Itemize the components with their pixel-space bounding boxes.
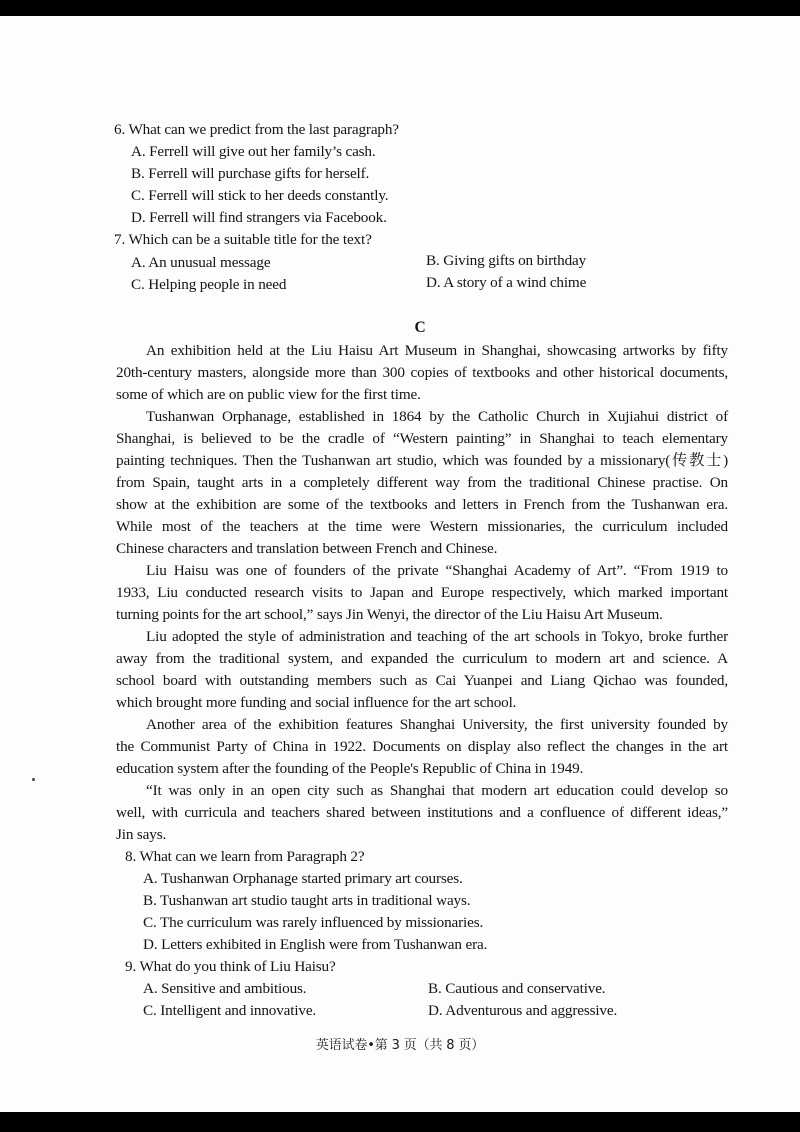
option-a: A. Tushanwan Orphanage started primary art courses. [143,870,463,887]
passage-line: Shanghai, is believed to be the cradle of “Western painting” in Shanghai to teach elementary [116,430,728,447]
section-heading: C [414,319,426,336]
option-b: B. Cautious and conservative. [428,980,606,997]
option-d: D. Ferrell will find strangers via Facebook. [131,209,387,226]
passage-line: some of which are on public view for the first time. [116,386,421,403]
passage-line: Liu adopted the style of administration and teaching of the art schools in Tokyo, broke further [146,628,728,645]
option-c: C. Helping people in need [131,276,287,293]
passage-line: Jin says. [116,826,167,843]
passage-line: the Communist Party of China in 1922. Documents on display also reflect the changes in the art [116,738,728,755]
passage-line: turning points for the art school,” says Jin Wenyi, the director of the Liu Haisu Art Museum. [116,606,663,623]
passage-line: away from the traditional system, and expanded the curriculum to modern art and science. A [116,650,728,667]
option-b: B. Ferrell will purchase gifts for herself. [131,165,370,182]
passage-line: Chinese characters and translation between French and Chinese. [116,540,498,557]
option-b: B. Tushanwan art studio taught arts in traditional ways. [143,892,471,909]
passage-line: education system after the founding of the People's Republic of China in 1949. [116,760,584,777]
scan-speck [32,778,35,781]
question-stem: 8. What can we learn from Paragraph 2? [125,848,365,865]
passage-line: Tushanwan Orphanage, established in 1864 by the Catholic Church in Xujiahui district of [146,408,728,425]
option-b: B. Giving gifts on birthday [426,252,587,269]
exam-page [0,16,800,1112]
passage-line: show at the exhibition are some of the textbooks and letters in French from the Tushanwan era. [116,496,728,513]
passage-line: 20th-century masters, alongside more than 300 copies of textbooks and other historical documents, [116,364,728,381]
option-d: D. Adventurous and aggressive. [428,1002,618,1019]
passage-line: well, with curricula and teachers shared between institutions and a confluence of different ideas,” [116,804,728,821]
passage-line: An exhibition held at the Liu Haisu Art Museum in Shanghai, showcasing artworks by fifty [146,342,728,359]
passage-line: which brought more funding and social influence for the art school. [116,694,517,711]
option-a: A. Ferrell will give out her family’s cash. [131,143,376,160]
passage-line: Liu Haisu was one of founders of the private “Shanghai Academy of Art”. “From 1919 to [146,562,728,579]
option-d: D. Letters exhibited in English were from Tushanwan era. [143,936,488,953]
bottom-black-border [0,1112,800,1132]
passage-line: While most of the teachers at the time were Western missionaries, the curriculum included [116,518,728,535]
option-a: A. An unusual message [131,254,271,271]
page-footer: 英语试卷•第 3 页（共 8 页） [315,1038,485,1053]
option-c: C. Ferrell will stick to her deeds constantly. [131,187,389,204]
passage-line: from Spain, taught arts in a completely different way from the traditional Chinese practise. On [116,474,728,491]
option-c: C. The curriculum was rarely influenced by missionaries. [143,914,484,931]
top-black-border [0,0,800,16]
passage-line: 1933, Liu conducted research visits to Japan and Europe respectively, which marked important [116,584,728,601]
option-c: C. Intelligent and innovative. [143,1002,317,1019]
option-a: A. Sensitive and ambitious. [143,980,307,997]
passage-line: Another area of the exhibition features Shanghai University, the first university founded by [146,716,728,733]
question-stem: 7. Which can be a suitable title for the text? [114,231,372,248]
passage-line: painting techniques. Then the Tushanwan art studio, which was founded by a missionary(传教士) [116,452,728,469]
passage-line: “It was only in an open city such as Shanghai that modern art education could develop so [146,782,728,799]
question-stem: 9. What do you think of Liu Haisu? [125,958,336,975]
passage-line: school board with outstanding members such as Cai Yuanpei and Liang Qichao was founded, [116,672,728,689]
option-d: D. A story of a wind chime [426,274,587,291]
question-stem: 6. What can we predict from the last paragraph? [114,121,399,138]
